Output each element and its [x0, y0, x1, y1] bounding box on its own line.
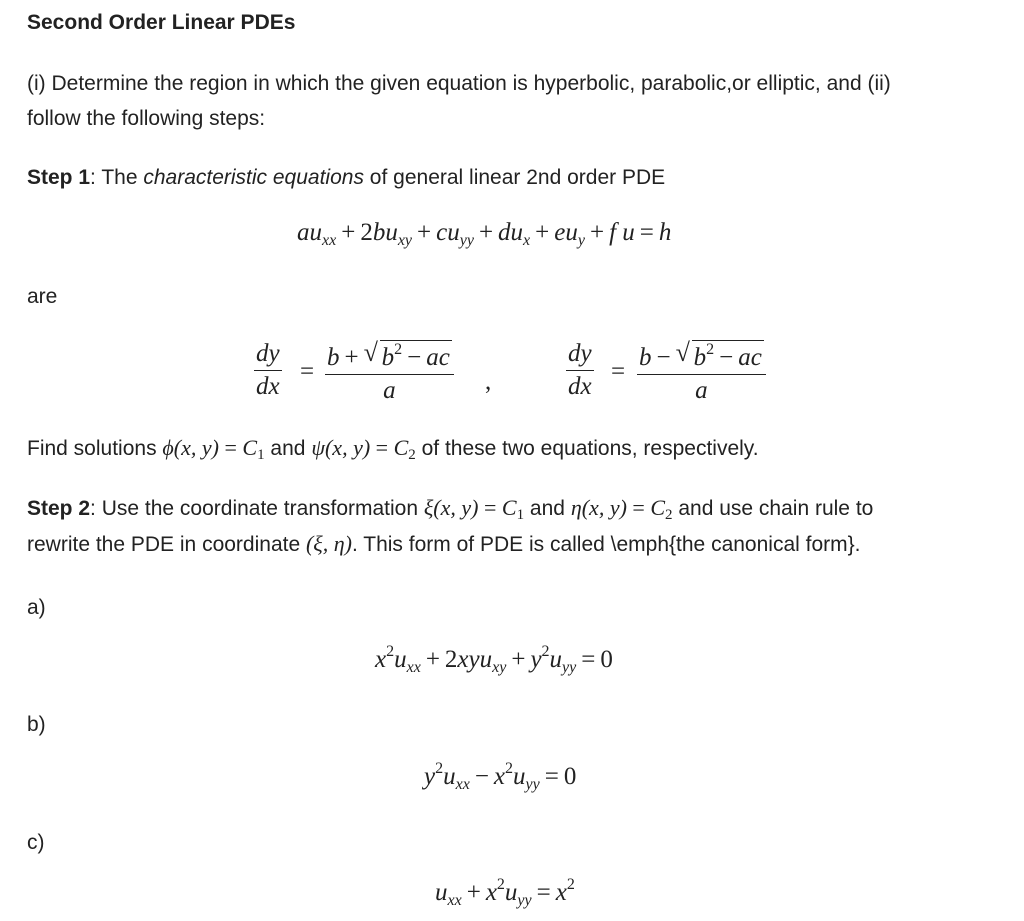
xi-equation: ξ(x, $y) = C_1$: [423, 495, 525, 523]
equation-part-a: $x^2u_{xx} + 2xyu_{xy} + y^2u_{yy} = 0$: [375, 643, 613, 676]
comma-separator: ,: [485, 368, 492, 395]
fraction-b-plus-sqrt: b + √ $b^2$ − ac a: [325, 340, 454, 405]
step2-line-2: [27, 526, 860, 562]
step1-paragraph: [27, 160, 665, 195]
equation-part-c: $u_{xx} + x^2u_{yy} = x^2$: [435, 876, 575, 909]
intro-line-2: follow the following steps:: [27, 107, 266, 130]
xi-eta-coordinate: (ξ, η): [305, 531, 352, 556]
equation-part-b: $y^2u_{xx} - x^2u_{yy} = 0$: [424, 760, 577, 793]
step1-label: Step 1: [27, 166, 91, 189]
psi-equation: ψ(x, $y) = C_2$: [311, 435, 416, 463]
phi-equation: ϕ(x, $y) = C_1$: [162, 435, 265, 463]
step2-text-e: . This form of PDE is called \emph{the canonical form}.: [351, 533, 861, 556]
step1-find-solutions: [27, 430, 759, 473]
part-c-label: c): [27, 831, 45, 854]
fraction-dy-dx-1: dy dx: [256, 340, 280, 400]
step2-label: Step 2: [27, 497, 91, 520]
page-title: Second Order Linear PDEs: [27, 11, 296, 34]
equals-sign-1: =: [300, 358, 315, 385]
step2-text-a: : Use the coordinate transformation: [90, 497, 424, 520]
intro-line-1: (i) Determine the region in which the given equation is hyperbolic, parabolic,or elliptic, and (ii): [27, 72, 891, 95]
part-b-label: b): [27, 713, 46, 736]
eta-equation: η(x, $y) = C_2$: [570, 495, 673, 523]
step1-text-a: : The: [90, 166, 144, 189]
find-text-c: of these two equations, respectively.: [415, 437, 759, 460]
step1-are: are: [27, 285, 58, 308]
step1-italic: characteristic equations: [143, 166, 364, 189]
general-pde-equation: $au_{xx} + 2bu_{xy} + cu_{yy} + du_x + eu_y + f$ u = h: [297, 219, 672, 249]
equals-sign-2: =: [611, 358, 626, 385]
part-a-label: a): [27, 596, 46, 619]
fraction-b-minus-sqrt: b − √ $b^2$ − ac a: [637, 340, 766, 405]
find-text-b: and: [264, 437, 312, 460]
step2-text-b: and: [524, 497, 571, 520]
step2-text-d: rewrite the PDE in coordinate: [27, 533, 306, 556]
find-text-a: Find solutions: [27, 437, 163, 460]
step2-text-c: and use chain rule to: [672, 497, 874, 520]
fraction-dy-dx-2: dy dx: [568, 340, 592, 400]
step1-text-b: of general linear 2nd order PDE: [363, 166, 666, 189]
